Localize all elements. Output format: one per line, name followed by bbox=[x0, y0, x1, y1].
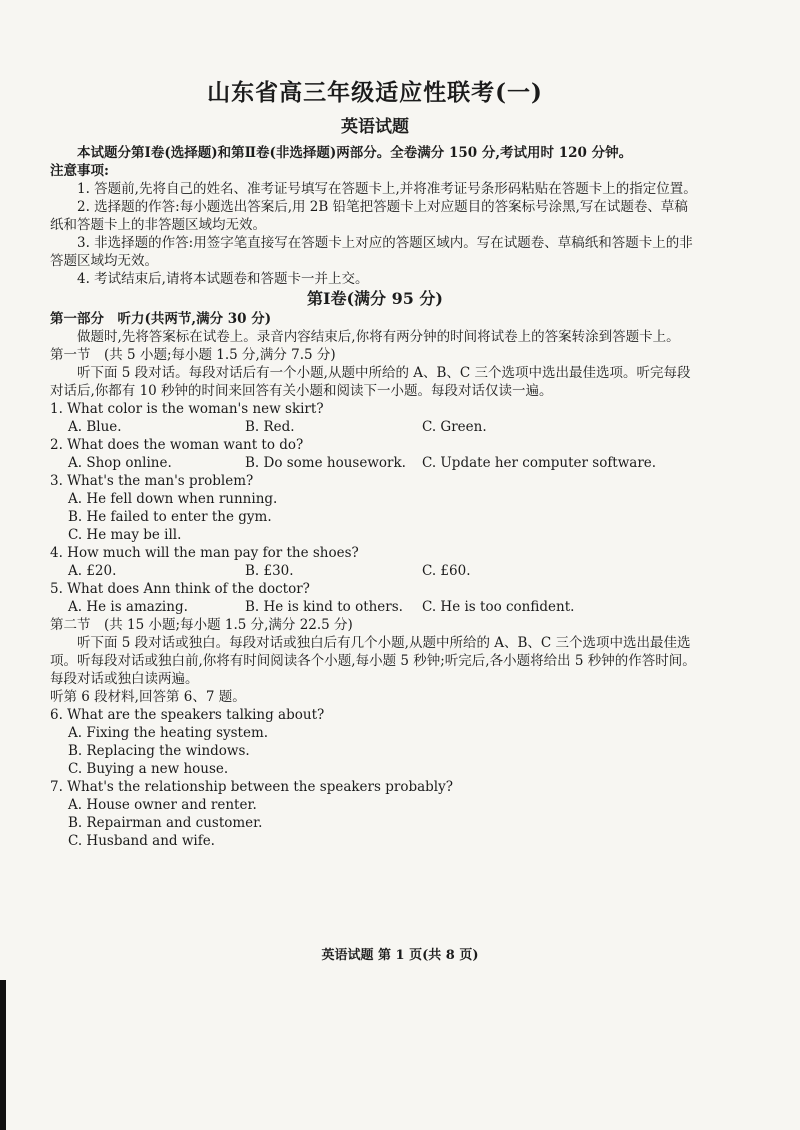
option-c: C. Husband and wife. bbox=[68, 833, 215, 849]
option-b: B. He is kind to others. bbox=[245, 599, 403, 615]
question-2: 2. What does the woman want to do? bbox=[50, 437, 304, 453]
question-7: 7. What's the relationship between the speakers probably? bbox=[50, 779, 453, 795]
notice-item: 2. 选择题的作答:每小题选出答案后,用 2B 铅笔把答题卡上对应题目的答案标号涂黑,写在试题卷、草稿纸和答题卡上的非答题区域均无效。 bbox=[50, 199, 688, 233]
part1-instruction: 做题时,先将答案标在试卷上。录音内容结束后,你将有两分钟的时间将试卷上的答案转涂到答题卡上。 bbox=[77, 329, 680, 345]
section1-instruction: 听下面 5 段对话。每段对话后有一个小题,从题中所给的 A、B、C 三个选项中选出最佳选项。听完每段对话后,你都有 10 秒钟的时间来回答有关小题和阅读下一小题。每段对话仅读一遍。 bbox=[50, 365, 691, 399]
option-a: A. He is amazing. bbox=[68, 599, 188, 615]
option-c: C. Green. bbox=[422, 419, 487, 435]
notice-item: 1. 答题前,先将自己的姓名、准考证号填写在答题卡上,并将准考证号条形码粘贴在答题卡上的指定位置。 bbox=[77, 181, 697, 197]
option-b: B. Red. bbox=[245, 419, 295, 435]
page-footer: 英语试题 第 1 页(共 8 页) bbox=[321, 948, 479, 963]
question-4: 4. How much will the man pay for the shoes? bbox=[50, 545, 359, 561]
section2-heading: 第二节 (共 15 小题;每小题 1.5 分,满分 22.5 分) bbox=[50, 617, 353, 633]
option-a: A. Blue. bbox=[68, 419, 122, 435]
exam-page bbox=[50, 78, 700, 850]
question-3: 3. What's the man's problem? bbox=[50, 473, 254, 489]
notice-heading: 注意事项: bbox=[50, 163, 109, 179]
page-subtitle: 英语试题 bbox=[341, 117, 409, 137]
section1-heading: 第一节 (共 5 小题;每小题 1.5 分,满分 7.5 分) bbox=[50, 347, 336, 363]
options-row bbox=[50, 598, 700, 616]
option-a: A. He fell down when running. bbox=[68, 491, 278, 507]
option-c: C. £60. bbox=[422, 563, 471, 579]
option-a: A. £20. bbox=[68, 563, 117, 579]
option-a: A. House owner and renter. bbox=[68, 797, 257, 813]
question-1: 1. What color is the woman's new skirt? bbox=[50, 401, 324, 417]
option-c: C. He is too confident. bbox=[422, 599, 575, 615]
question-5: 5. What does Ann think of the doctor? bbox=[50, 581, 310, 597]
option-c: C. Buying a new house. bbox=[68, 761, 229, 777]
scan-margin-bar bbox=[0, 980, 6, 1130]
page-title: 山东省高三年级适应性联考(一) bbox=[207, 79, 543, 106]
option-a: A. Fixing the heating system. bbox=[68, 725, 269, 741]
options-row bbox=[50, 418, 700, 436]
option-b: B. Replacing the windows. bbox=[68, 743, 250, 759]
option-b: B. He failed to enter the gym. bbox=[68, 509, 272, 525]
volume-heading: 第Ⅰ卷(满分 95 分) bbox=[306, 289, 444, 308]
section2-instruction: 听下面 5 段对话或独白。每段对话或独白后有几个小题,从题中所给的 A、B、C 三个选项中选出最佳选项。听每段对话或独白前,你将有时间阅读各个小题,每小题 5 秒钟;听完后,各小题将给出 5 秒钟的作答时间。每段对话或独白读两遍。 bbox=[50, 635, 696, 687]
question-6: 6. What are the speakers talking about? bbox=[50, 707, 325, 723]
option-a: A. Shop online. bbox=[68, 455, 172, 471]
option-c: C. Update her computer software. bbox=[422, 455, 657, 471]
material-note: 听第 6 段材料,回答第 6、7 题。 bbox=[50, 689, 246, 705]
option-b: B. Do some housework. bbox=[245, 455, 406, 471]
notice-item: 4. 考试结束后,请将本试题卷和答题卡一并上交。 bbox=[77, 271, 369, 287]
notice-item: 3. 非选择题的作答:用签字笔直接写在答题卡上对应的答题区域内。写在试题卷、草稿纸和答题卡上的非答题区域均无效。 bbox=[50, 235, 693, 269]
exam-description: 本试题分第Ⅰ卷(选择题)和第Ⅱ卷(非选择题)两部分。全卷满分 150 分,考试用时 120 分钟。 bbox=[77, 145, 633, 161]
option-b: B. Repairman and customer. bbox=[68, 815, 263, 831]
option-b: B. £30. bbox=[245, 563, 294, 579]
option-c: C. He may be ill. bbox=[68, 527, 182, 543]
options-row bbox=[50, 562, 700, 580]
part1-heading: 第一部分 听力(共两节,满分 30 分) bbox=[50, 311, 272, 327]
options-row bbox=[50, 454, 700, 472]
